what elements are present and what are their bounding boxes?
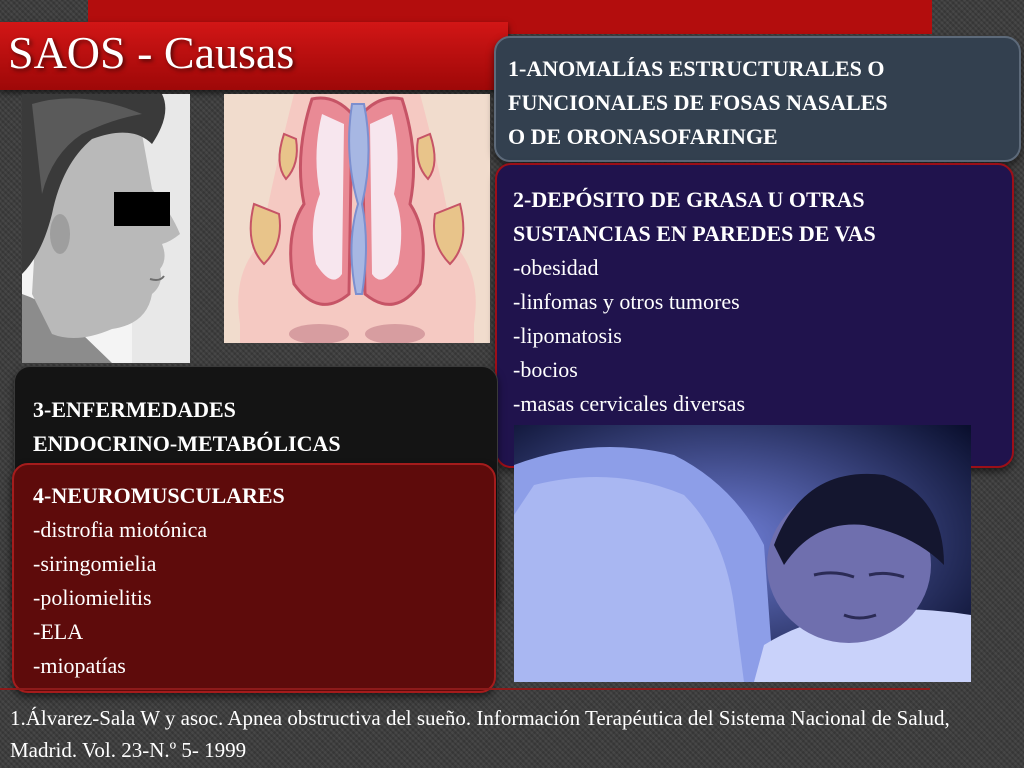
cause-4-heading: 4-NEUROMUSCULARES bbox=[33, 483, 285, 508]
nasal-anatomy-illustration bbox=[224, 94, 490, 343]
list-item: -miopatías bbox=[33, 653, 126, 678]
footer-divider bbox=[0, 688, 930, 690]
list-item: -poliomielitis bbox=[33, 585, 152, 610]
cause-1-line-3: O DE ORONASOFARINGE bbox=[508, 124, 778, 149]
list-item: -obesidad bbox=[513, 255, 599, 280]
cause-1-line-1: 1-ANOMALÍAS ESTRUCTURALES O bbox=[508, 56, 885, 81]
cause-3-heading-line-2: ENDOCRINO-METABÓLICAS bbox=[33, 431, 341, 456]
list-item: -lipomatosis bbox=[513, 323, 622, 348]
citation-footer: 1.Álvarez-Sala W y asoc. Apnea obstructiva del sueño. Información Terapéutica del Sistema Nacional de Salud, Madrid. Vol. 23-N.º 5- 1999 bbox=[10, 706, 950, 762]
cause-1-line-2: FUNCIONALES DE FOSAS NASALES bbox=[508, 90, 888, 115]
list-item: -bocios bbox=[513, 357, 578, 382]
sleeping-man-photo bbox=[514, 425, 971, 682]
list-item: -linfomas y otros tumores bbox=[513, 289, 740, 314]
list-item: -siringomielia bbox=[33, 551, 157, 576]
cause-1-box bbox=[494, 36, 1021, 162]
cause-3-heading-line-1: 3-ENFERMEDADES bbox=[33, 397, 236, 422]
list-item: -ELA bbox=[33, 619, 84, 644]
list-item: -distrofia miotónica bbox=[33, 517, 208, 542]
cause-2-heading-line-2: SUSTANCIAS EN PAREDES DE VAS bbox=[513, 221, 876, 246]
cause-4-box bbox=[12, 463, 496, 693]
patient-profile-photo bbox=[22, 94, 190, 363]
slide-title: SAOS - Causas bbox=[8, 27, 295, 78]
list-item: -masas cervicales diversas bbox=[513, 391, 746, 416]
cause-2-box bbox=[495, 163, 1014, 468]
cause-2-heading-line-1: 2-DEPÓSITO DE GRASA U OTRAS bbox=[513, 187, 865, 212]
